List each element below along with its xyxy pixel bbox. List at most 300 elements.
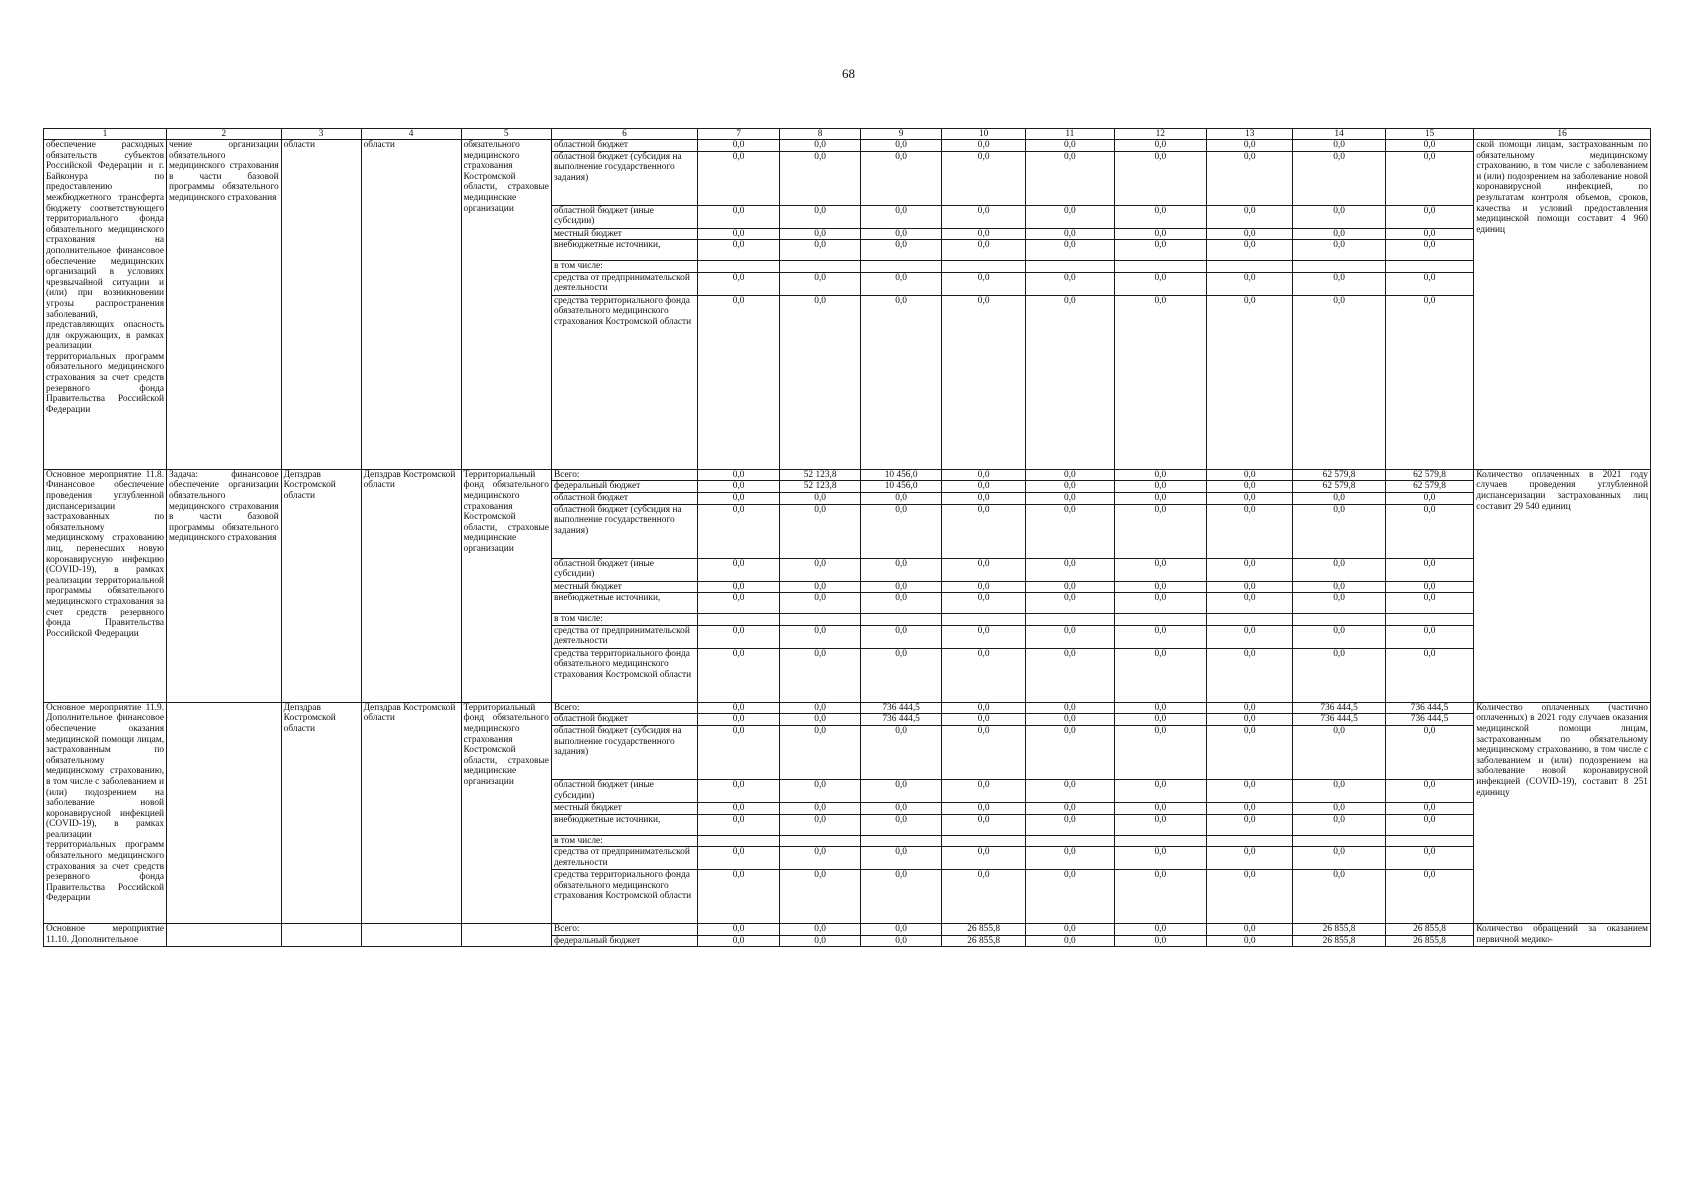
funding-source-cell: в том числе: — [551, 614, 697, 626]
funding-source-cell: областной бюджет (субсидия на выполнение государственного задания) — [551, 151, 697, 205]
value-cell: 0,0 — [1026, 593, 1114, 614]
value-cell: 0,0 — [1207, 648, 1293, 702]
value-cell — [861, 835, 942, 847]
participant-cell: Территориальный фонд обязательного медицинского страхования Костромской области, страховые медицинские организации — [461, 469, 551, 702]
value-cell — [1293, 835, 1386, 847]
value-cell: 0,0 — [1114, 779, 1207, 802]
value-cell: 0,0 — [1207, 625, 1293, 648]
participant-cell — [461, 924, 551, 947]
value-cell: 0,0 — [1026, 581, 1114, 593]
table-row — [44, 140, 1651, 152]
value-cell: 0,0 — [1385, 272, 1473, 295]
value-cell: 0,0 — [942, 504, 1026, 558]
value-cell — [698, 614, 780, 626]
value-cell: 0,0 — [942, 295, 1026, 469]
value-cell: 0,0 — [942, 205, 1026, 228]
value-cell: 0,0 — [1114, 935, 1207, 947]
value-cell: 0,0 — [698, 140, 780, 152]
value-cell: 0,0 — [861, 581, 942, 593]
funding-source-cell: Всего: — [551, 702, 697, 714]
column-number: 13 — [1207, 129, 1293, 140]
value-cell: 0,0 — [1207, 504, 1293, 558]
value-cell: 0,0 — [1385, 625, 1473, 648]
value-cell: 0,0 — [942, 581, 1026, 593]
value-cell: 0,0 — [942, 593, 1026, 614]
value-cell: 0,0 — [698, 625, 780, 648]
value-cell: 0,0 — [698, 492, 780, 504]
value-cell: 10 456,0 — [861, 469, 942, 481]
value-cell: 0,0 — [942, 847, 1026, 870]
value-cell: 0,0 — [1114, 151, 1207, 205]
value-cell: 0,0 — [1026, 648, 1114, 702]
program-table — [43, 128, 1651, 947]
value-cell: 0,0 — [861, 870, 942, 924]
task-cell — [167, 702, 282, 923]
value-cell: 0,0 — [1293, 814, 1386, 835]
value-cell: 0,0 — [698, 272, 780, 295]
value-cell: 0,0 — [1114, 228, 1207, 240]
value-cell: 0,0 — [1293, 625, 1386, 648]
value-cell: 0,0 — [698, 469, 780, 481]
funding-source-cell: местный бюджет — [551, 581, 697, 593]
value-cell — [942, 614, 1026, 626]
value-cell: 0,0 — [1385, 558, 1473, 581]
value-cell: 0,0 — [780, 702, 861, 714]
value-cell: 0,0 — [1207, 492, 1293, 504]
value-cell: 0,0 — [780, 558, 861, 581]
value-cell: 0,0 — [1114, 924, 1207, 936]
value-cell: 52 123,8 — [780, 481, 861, 493]
coexecutor-cell: Депздрав Костромской области — [361, 469, 461, 702]
value-cell: 0,0 — [780, 625, 861, 648]
value-cell: 0,0 — [942, 469, 1026, 481]
value-cell — [861, 614, 942, 626]
value-cell: 0,0 — [861, 140, 942, 152]
value-cell: 0,0 — [1026, 924, 1114, 936]
value-cell: 0,0 — [1114, 847, 1207, 870]
value-cell: 0,0 — [1207, 779, 1293, 802]
value-cell: 0,0 — [698, 779, 780, 802]
value-cell: 0,0 — [1207, 814, 1293, 835]
value-cell: 736 444,5 — [861, 702, 942, 714]
value-cell: 0,0 — [1293, 593, 1386, 614]
value-cell: 0,0 — [698, 228, 780, 240]
value-cell: 62 579,8 — [1293, 469, 1386, 481]
value-cell: 0,0 — [1114, 295, 1207, 469]
funding-source-cell: внебюджетные источники, — [551, 814, 697, 835]
task-cell: чение организации обязательного медицинского страхования в части базовой программы обязательного медицинского страхования — [167, 140, 282, 470]
funding-source-cell: в том числе: — [551, 261, 697, 273]
value-cell: 0,0 — [780, 581, 861, 593]
value-cell: 0,0 — [780, 492, 861, 504]
value-cell: 0,0 — [698, 725, 780, 779]
value-cell: 0,0 — [1293, 581, 1386, 593]
value-cell: 0,0 — [1114, 140, 1207, 152]
value-cell: 0,0 — [780, 814, 861, 835]
value-cell: 0,0 — [1385, 240, 1473, 261]
value-cell: 0,0 — [1026, 140, 1114, 152]
value-cell: 0,0 — [1114, 240, 1207, 261]
table-row — [44, 702, 1651, 714]
funding-source-cell: областной бюджет — [551, 492, 697, 504]
value-cell: 10 456,0 — [861, 481, 942, 493]
value-cell: 0,0 — [780, 593, 861, 614]
value-cell: 26 855,8 — [1385, 935, 1473, 947]
page-number: 68 — [842, 66, 855, 81]
value-cell: 0,0 — [1114, 725, 1207, 779]
value-cell — [780, 614, 861, 626]
value-cell: 0,0 — [1026, 558, 1114, 581]
value-cell: 0,0 — [861, 492, 942, 504]
value-cell: 0,0 — [1026, 295, 1114, 469]
value-cell: 0,0 — [942, 814, 1026, 835]
funding-source-cell: средства от предпринимательской деятельности — [551, 272, 697, 295]
value-cell: 26 855,8 — [1293, 935, 1386, 947]
funding-source-cell: областной бюджет (субсидия на выполнение государственного задания) — [551, 504, 697, 558]
value-cell: 0,0 — [780, 924, 861, 936]
value-cell: 0,0 — [942, 481, 1026, 493]
value-cell: 0,0 — [1207, 870, 1293, 924]
column-number: 15 — [1385, 129, 1473, 140]
value-cell: 0,0 — [1114, 814, 1207, 835]
activity-cell: Основное мероприятие 11.8. Финансовое обеспечение проведения углубленной диспансеризации застрахованных по обязательному медицинскому страхованию лиц, перенесших новую коронавирусную инфекцию (COVID-19), в рамках реализации территориальной программы обязательного медицинского страхования за счет средств резервного фонда Правительства Российской Федерации — [44, 469, 167, 702]
value-cell: 0,0 — [1207, 272, 1293, 295]
value-cell: 0,0 — [1293, 725, 1386, 779]
activity-cell: Основное мероприятие 11.9. Дополнительное финансовое обеспечение оказания медицинской помощи лицам, застрахованным по обязательному медицинскому страхованию, в том числе с заболеванием и (или) подозрением на заболевание новой коронавирусной инфекцией (COVID-19), в рамках реализации территориальных программ обязательного медицинского страхования за счет средств резервного фонда Правительства Российской Федерации — [44, 702, 167, 923]
value-cell — [942, 835, 1026, 847]
value-cell: 26 855,8 — [1293, 924, 1386, 936]
funding-source-cell: областной бюджет — [551, 714, 697, 726]
value-cell: 0,0 — [1026, 702, 1114, 714]
funding-source-cell: федеральный бюджет — [551, 481, 697, 493]
funding-source-cell: в том числе: — [551, 835, 697, 847]
value-cell: 0,0 — [861, 504, 942, 558]
value-cell: 0,0 — [1207, 593, 1293, 614]
value-cell: 0,0 — [1026, 802, 1114, 814]
value-cell: 0,0 — [942, 702, 1026, 714]
value-cell: 0,0 — [942, 714, 1026, 726]
value-cell: 0,0 — [1293, 228, 1386, 240]
value-cell: 26 855,8 — [942, 935, 1026, 947]
value-cell: 0,0 — [780, 648, 861, 702]
value-cell: 0,0 — [942, 492, 1026, 504]
value-cell: 0,0 — [1114, 870, 1207, 924]
funding-source-cell: средства территориального фонда обязательного медицинского страхования Костромской области — [551, 870, 697, 924]
value-cell: 0,0 — [1293, 779, 1386, 802]
value-cell: 0,0 — [1385, 140, 1473, 152]
column-number: 9 — [861, 129, 942, 140]
value-cell — [1026, 835, 1114, 847]
value-cell: 0,0 — [861, 802, 942, 814]
value-cell: 0,0 — [1114, 593, 1207, 614]
value-cell: 62 579,8 — [1293, 481, 1386, 493]
value-cell: 0,0 — [861, 725, 942, 779]
value-cell: 0,0 — [698, 714, 780, 726]
value-cell: 736 444,5 — [1293, 702, 1386, 714]
column-number: 4 — [361, 129, 461, 140]
column-number: 2 — [167, 129, 282, 140]
value-cell: 0,0 — [942, 648, 1026, 702]
value-cell: 0,0 — [1385, 205, 1473, 228]
value-cell: 0,0 — [942, 240, 1026, 261]
value-cell — [1114, 261, 1207, 273]
column-number-row — [44, 129, 1651, 140]
value-cell: 0,0 — [1026, 272, 1114, 295]
participant-cell: Территориальный фонд обязательного медицинского страхования Костромской области, страховые медицинские организации — [461, 702, 551, 923]
coexecutor-cell: области — [361, 140, 461, 470]
value-cell: 0,0 — [1207, 481, 1293, 493]
value-cell: 0,0 — [1026, 935, 1114, 947]
value-cell: 0,0 — [698, 935, 780, 947]
value-cell: 0,0 — [1114, 558, 1207, 581]
column-number: 3 — [281, 129, 361, 140]
table-row — [44, 924, 1651, 936]
value-cell: 0,0 — [861, 935, 942, 947]
value-cell: 0,0 — [780, 870, 861, 924]
funding-source-cell: Всего: — [551, 469, 697, 481]
value-cell: 0,0 — [1026, 492, 1114, 504]
value-cell: 0,0 — [1293, 492, 1386, 504]
value-cell: 0,0 — [942, 151, 1026, 205]
value-cell: 0,0 — [1385, 581, 1473, 593]
value-cell — [1293, 614, 1386, 626]
value-cell: 0,0 — [1293, 870, 1386, 924]
value-cell — [1207, 261, 1293, 273]
value-cell: 0,0 — [1293, 847, 1386, 870]
value-cell: 0,0 — [861, 228, 942, 240]
value-cell: 0,0 — [1114, 802, 1207, 814]
value-cell: 0,0 — [780, 847, 861, 870]
value-cell: 0,0 — [1114, 272, 1207, 295]
value-cell: 0,0 — [861, 625, 942, 648]
value-cell: 0,0 — [780, 504, 861, 558]
value-cell: 736 444,5 — [861, 714, 942, 726]
value-cell: 0,0 — [942, 802, 1026, 814]
value-cell: 0,0 — [1026, 870, 1114, 924]
value-cell: 0,0 — [1385, 802, 1473, 814]
value-cell: 0,0 — [1026, 714, 1114, 726]
value-cell: 0,0 — [1026, 205, 1114, 228]
column-number: 6 — [551, 129, 697, 140]
value-cell: 0,0 — [1114, 469, 1207, 481]
value-cell: 0,0 — [1293, 295, 1386, 469]
value-cell — [1385, 614, 1473, 626]
value-cell: 0,0 — [1207, 558, 1293, 581]
value-cell — [1114, 614, 1207, 626]
column-number: 1 — [44, 129, 167, 140]
expected-result-cell: Количество обращений за оказанием первичной медико- — [1474, 924, 1651, 947]
value-cell — [942, 261, 1026, 273]
value-cell: 0,0 — [1207, 240, 1293, 261]
value-cell: 0,0 — [780, 802, 861, 814]
value-cell: 0,0 — [1385, 725, 1473, 779]
value-cell: 0,0 — [942, 228, 1026, 240]
funding-source-cell: областной бюджет — [551, 140, 697, 152]
column-number: 5 — [461, 129, 551, 140]
value-cell: 0,0 — [780, 779, 861, 802]
value-cell: 0,0 — [1207, 935, 1293, 947]
value-cell: 0,0 — [1385, 228, 1473, 240]
funding-source-cell: средства территориального фонда обязательного медицинского страхования Костромской области — [551, 295, 697, 469]
funding-source-cell: внебюджетные источники, — [551, 240, 697, 261]
funding-source-cell: областной бюджет (иные субсидии) — [551, 558, 697, 581]
value-cell: 0,0 — [698, 593, 780, 614]
value-cell: 0,0 — [861, 240, 942, 261]
value-cell: 26 855,8 — [942, 924, 1026, 936]
participant-cell: обязательного медицинского страхования Костромской области, страховые медицинские организации — [461, 140, 551, 470]
value-cell: 0,0 — [698, 481, 780, 493]
value-cell: 0,0 — [1293, 272, 1386, 295]
value-cell: 0,0 — [1114, 581, 1207, 593]
value-cell: 0,0 — [1026, 504, 1114, 558]
value-cell: 0,0 — [861, 593, 942, 614]
value-cell — [780, 261, 861, 273]
funding-source-cell: средства территориального фонда обязательного медицинского страхования Костромской области — [551, 648, 697, 702]
value-cell: 0,0 — [698, 151, 780, 205]
value-cell: 0,0 — [1114, 648, 1207, 702]
executor-cell: Депздрав Костромской области — [281, 702, 361, 923]
value-cell: 0,0 — [1207, 725, 1293, 779]
value-cell: 0,0 — [698, 924, 780, 936]
value-cell: 0,0 — [780, 725, 861, 779]
value-cell: 736 444,5 — [1385, 714, 1473, 726]
value-cell: 62 579,8 — [1385, 481, 1473, 493]
expected-result-cell: ской помощи лицам, застрахованным по обязательному медицинскому страхованию, в том числе с заболеванием и (или) подозрением на заболевание новой коронавирусной инфекцией, по результатам контроля объемов, сроков, качества и условий предоставления медицинской помощи составит 4 960 единиц — [1474, 140, 1651, 470]
value-cell — [698, 835, 780, 847]
value-cell — [780, 835, 861, 847]
value-cell: 0,0 — [1293, 558, 1386, 581]
column-number: 7 — [698, 129, 780, 140]
value-cell: 0,0 — [1207, 847, 1293, 870]
value-cell: 0,0 — [861, 648, 942, 702]
value-cell: 0,0 — [780, 272, 861, 295]
value-cell: 0,0 — [698, 581, 780, 593]
coexecutor-cell — [361, 924, 461, 947]
value-cell: 0,0 — [780, 228, 861, 240]
value-cell: 0,0 — [1207, 702, 1293, 714]
value-cell: 0,0 — [698, 648, 780, 702]
value-cell: 52 123,8 — [780, 469, 861, 481]
value-cell: 0,0 — [1293, 151, 1386, 205]
column-number: 10 — [942, 129, 1026, 140]
value-cell: 0,0 — [698, 847, 780, 870]
value-cell: 0,0 — [861, 847, 942, 870]
value-cell: 0,0 — [698, 870, 780, 924]
value-cell: 0,0 — [861, 814, 942, 835]
value-cell — [1207, 614, 1293, 626]
value-cell: 0,0 — [1385, 870, 1473, 924]
value-cell: 0,0 — [1207, 802, 1293, 814]
value-cell: 0,0 — [1026, 814, 1114, 835]
executor-cell — [281, 924, 361, 947]
value-cell: 0,0 — [1114, 504, 1207, 558]
value-cell — [698, 261, 780, 273]
expected-result-cell: Количество оплаченных (частично оплаченных) в 2021 году случаев оказания медицинской помощи лицам, застрахованным по обязательному медицинскому страхованию, в том числе с заболеванием и (или) подозрением на заболевание новой коронавирусной инфекцией (COVID-19), составит 8 251 единицу — [1474, 702, 1651, 923]
value-cell: 0,0 — [942, 779, 1026, 802]
value-cell: 0,0 — [1207, 140, 1293, 152]
value-cell: 0,0 — [1293, 205, 1386, 228]
value-cell: 0,0 — [861, 205, 942, 228]
value-cell: 0,0 — [1293, 802, 1386, 814]
value-cell: 0,0 — [861, 272, 942, 295]
funding-source-cell: областной бюджет (субсидия на выполнение государственного задания) — [551, 725, 697, 779]
value-cell: 0,0 — [1207, 295, 1293, 469]
value-cell: 0,0 — [780, 295, 861, 469]
value-cell: 0,0 — [780, 140, 861, 152]
value-cell: 0,0 — [780, 714, 861, 726]
value-cell: 0,0 — [942, 140, 1026, 152]
funding-table — [43, 128, 1651, 947]
value-cell: 0,0 — [698, 802, 780, 814]
value-cell: 0,0 — [780, 151, 861, 205]
value-cell — [1114, 835, 1207, 847]
value-cell: 0,0 — [1385, 295, 1473, 469]
value-cell: 0,0 — [1293, 648, 1386, 702]
value-cell — [1026, 261, 1114, 273]
value-cell: 0,0 — [1207, 205, 1293, 228]
value-cell: 26 855,8 — [1385, 924, 1473, 936]
value-cell: 0,0 — [1026, 240, 1114, 261]
value-cell: 736 444,5 — [1293, 714, 1386, 726]
value-cell: 0,0 — [1114, 702, 1207, 714]
value-cell — [1207, 835, 1293, 847]
value-cell: 0,0 — [1385, 814, 1473, 835]
value-cell: 0,0 — [942, 725, 1026, 779]
value-cell: 0,0 — [942, 625, 1026, 648]
value-cell: 0,0 — [1207, 228, 1293, 240]
executor-cell: области — [281, 140, 361, 470]
coexecutor-cell: Депздрав Костромской области — [361, 702, 461, 923]
value-cell: 0,0 — [942, 558, 1026, 581]
value-cell: 0,0 — [861, 558, 942, 581]
activity-cell: Основное мероприятие 11.10. Дополнительное — [44, 924, 167, 947]
funding-source-cell: федеральный бюджет — [551, 935, 697, 947]
value-cell: 0,0 — [1207, 581, 1293, 593]
value-cell: 0,0 — [1114, 625, 1207, 648]
value-cell: 0,0 — [1385, 504, 1473, 558]
value-cell: 0,0 — [1026, 469, 1114, 481]
value-cell: 0,0 — [1207, 714, 1293, 726]
funding-source-cell: областной бюджет (иные субсидии) — [551, 205, 697, 228]
column-number: 11 — [1026, 129, 1114, 140]
value-cell: 0,0 — [1385, 593, 1473, 614]
value-cell: 0,0 — [1026, 228, 1114, 240]
value-cell: 0,0 — [780, 205, 861, 228]
value-cell: 0,0 — [780, 935, 861, 947]
value-cell: 0,0 — [698, 558, 780, 581]
value-cell: 0,0 — [861, 779, 942, 802]
activity-cell: обеспечение расходных обязательств субъектов Российской Федерации и г. Байконура по предоставлению межбюджетного трансферта бюджету соответствующего территориального фонда обязательного медицинского страхования на дополнительное финансовое обеспечение медицинских организаций в условиях чрезвычайной ситуации и (или) при возникновении угрозы распространения заболеваний, представляющих опасность для окружающих, в рамках реализации территориальных программ обязательного медицинского страхования за счет средств резервного фонда Правительства Российской Федерации — [44, 140, 167, 470]
column-number: 8 — [780, 129, 861, 140]
value-cell — [1293, 261, 1386, 273]
value-cell — [861, 261, 942, 273]
value-cell: 0,0 — [1385, 492, 1473, 504]
value-cell: 0,0 — [1385, 151, 1473, 205]
executor-cell: Депздрав Костромской области — [281, 469, 361, 702]
value-cell: 0,0 — [698, 205, 780, 228]
value-cell: 0,0 — [1026, 779, 1114, 802]
expected-result-cell: Количество оплаченных в 2021 году случаев проведения углубленной диспансеризации застрахованных лиц составит 29 540 единиц — [1474, 469, 1651, 702]
value-cell: 0,0 — [1026, 625, 1114, 648]
value-cell: 0,0 — [698, 240, 780, 261]
value-cell: 0,0 — [1026, 481, 1114, 493]
value-cell: 0,0 — [1114, 714, 1207, 726]
table-row — [44, 469, 1651, 481]
value-cell: 0,0 — [1114, 481, 1207, 493]
funding-source-cell: местный бюджет — [551, 228, 697, 240]
value-cell: 62 579,8 — [1385, 469, 1473, 481]
value-cell: 0,0 — [1207, 469, 1293, 481]
